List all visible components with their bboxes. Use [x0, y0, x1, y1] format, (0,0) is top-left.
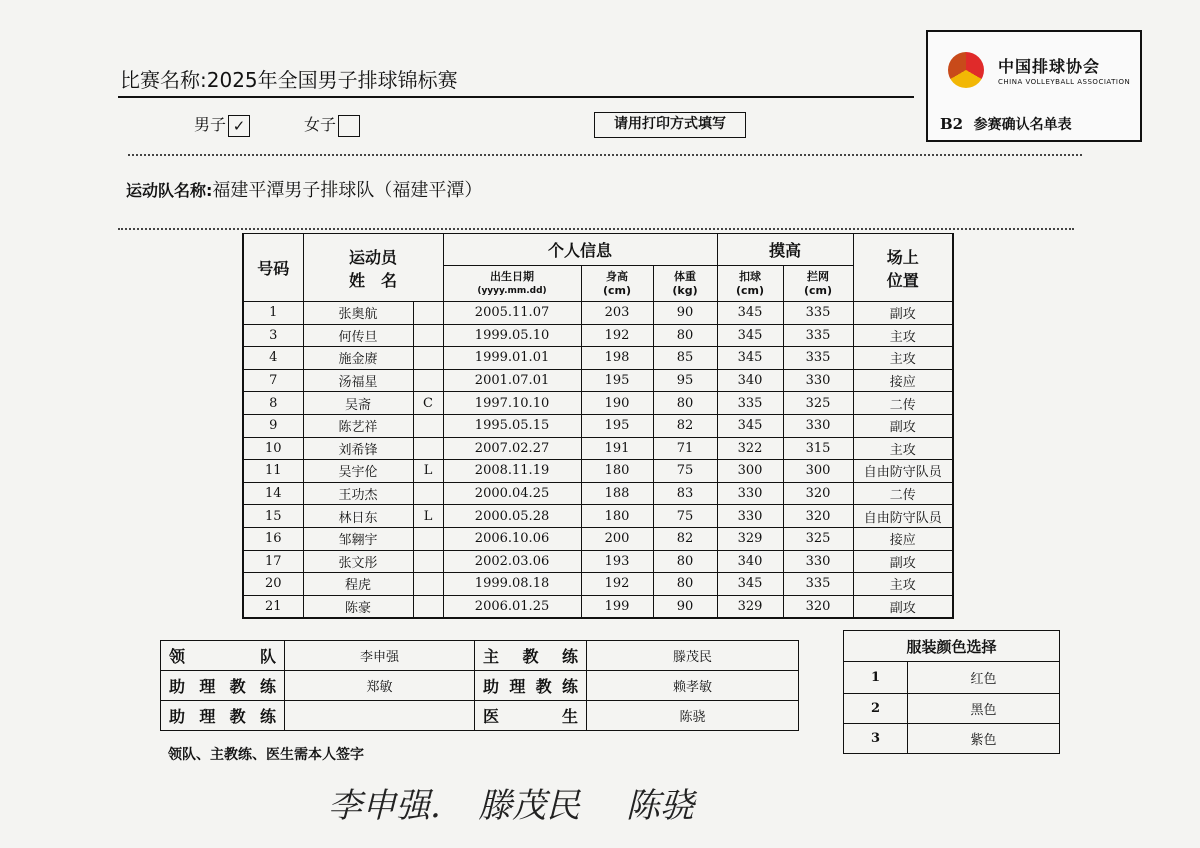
- player-block-reach: 335: [783, 573, 853, 596]
- assistant-coach-label-1: 助 理 教 练: [161, 671, 285, 701]
- event-title: [120, 64, 458, 93]
- header-athlete-l1: 运动员: [349, 247, 398, 267]
- header-block-unit: (cm): [804, 283, 833, 297]
- player-weight: 82: [653, 527, 717, 550]
- player-spike-reach: 322: [717, 437, 783, 460]
- player-weight: 80: [653, 573, 717, 596]
- uniform-option-color: 红色: [908, 662, 1060, 694]
- header-block-label: 拦网: [807, 269, 830, 283]
- header-weight-label: 体重: [674, 269, 697, 283]
- player-weight: 80: [653, 550, 717, 573]
- player-height: 203: [581, 302, 653, 325]
- assistant-coach-label-3: 助 理 教 练: [161, 701, 285, 731]
- player-position: 副攻: [853, 595, 953, 618]
- player-role-mark: [413, 347, 443, 370]
- player-height: 180: [581, 505, 653, 528]
- player-height: 198: [581, 347, 653, 370]
- header-weight-unit: (kg): [672, 283, 698, 297]
- table-row: [243, 437, 953, 460]
- signature-doctor: 陈骁: [626, 786, 694, 826]
- assistant-coach-label-2: 助 理 教 练: [475, 671, 587, 701]
- player-block-reach: 325: [783, 392, 853, 415]
- player-position: 自由防守队员: [853, 460, 953, 483]
- player-height: 192: [581, 573, 653, 596]
- player-spike-reach: 340: [717, 369, 783, 392]
- volleyball-logo-icon: [948, 52, 984, 88]
- player-spike-reach: 300: [717, 460, 783, 483]
- header-number: 号码: [243, 234, 303, 302]
- header-block: [783, 266, 853, 302]
- table-row: [243, 414, 953, 437]
- player-number: 1: [243, 302, 303, 325]
- player-role-mark: [413, 324, 443, 347]
- player-role-mark: [413, 482, 443, 505]
- gender-female: [304, 112, 360, 137]
- player-height: 193: [581, 550, 653, 573]
- player-name: 邹翱宇: [303, 527, 413, 550]
- form-code: B2: [940, 115, 964, 133]
- table-row: [243, 482, 953, 505]
- dotted-divider-bottom: [118, 228, 1074, 230]
- header-weight: [653, 266, 717, 302]
- player-number: 11: [243, 460, 303, 483]
- doctor-label: 医 生: [475, 701, 587, 731]
- player-name: 吴斋: [303, 392, 413, 415]
- player-position: 主攻: [853, 324, 953, 347]
- player-height: 195: [581, 369, 653, 392]
- player-block-reach: 330: [783, 414, 853, 437]
- player-name: 张文彤: [303, 550, 413, 573]
- player-weight: 80: [653, 324, 717, 347]
- player-position: 主攻: [853, 347, 953, 370]
- player-block-reach: 335: [783, 324, 853, 347]
- doctor-value: 陈骁: [587, 701, 799, 731]
- player-role-mark: L: [413, 505, 443, 528]
- roster-body: [243, 302, 953, 619]
- header-height-label: 身高: [606, 269, 629, 283]
- player-weight: 90: [653, 595, 717, 618]
- player-position: 副攻: [853, 414, 953, 437]
- header-dob-label: 出生日期: [490, 269, 535, 283]
- dotted-divider-top: [128, 154, 1082, 156]
- uniform-option-number: 1: [844, 662, 908, 694]
- player-role-mark: [413, 437, 443, 460]
- player-spike-reach: 330: [717, 482, 783, 505]
- assistant-coach-value-2: 赖孝敏: [587, 671, 799, 701]
- player-name: 林日东: [303, 505, 413, 528]
- male-checkbox[interactable]: ✓: [228, 115, 250, 137]
- player-name: 陈艺祥: [303, 414, 413, 437]
- player-dob: 2000.04.25: [443, 482, 581, 505]
- player-role-mark: [413, 302, 443, 325]
- team-name: [126, 176, 482, 202]
- header-position: [853, 234, 953, 302]
- head-coach-label: 主 教 练: [475, 641, 587, 671]
- player-dob: 2001.07.01: [443, 369, 581, 392]
- player-weight: 82: [653, 414, 717, 437]
- player-weight: 80: [653, 392, 717, 415]
- form-title: [940, 114, 1072, 134]
- player-block-reach: 300: [783, 460, 853, 483]
- player-role-mark: [413, 414, 443, 437]
- player-spike-reach: 329: [717, 595, 783, 618]
- player-role-mark: L: [413, 460, 443, 483]
- player-height: 199: [581, 595, 653, 618]
- form-name: 参赛确认名单表: [973, 117, 1072, 133]
- player-weight: 95: [653, 369, 717, 392]
- table-row: [243, 595, 953, 618]
- player-dob: 2007.02.27: [443, 437, 581, 460]
- player-weight: 71: [653, 437, 717, 460]
- header-position-l1: 场上: [886, 247, 919, 267]
- player-height: 191: [581, 437, 653, 460]
- player-number: 9: [243, 414, 303, 437]
- gender-male: [194, 112, 250, 137]
- player-block-reach: 330: [783, 550, 853, 573]
- player-position: 副攻: [853, 302, 953, 325]
- print-instruction: 请用打印方式填写: [594, 112, 746, 138]
- uniform-option-color: 黑色: [908, 694, 1060, 724]
- player-role-mark: [413, 369, 443, 392]
- player-number: 3: [243, 324, 303, 347]
- header-height: [581, 266, 653, 302]
- player-number: 10: [243, 437, 303, 460]
- staff-table: [160, 640, 799, 731]
- player-spike-reach: 329: [717, 527, 783, 550]
- player-position: 接应: [853, 527, 953, 550]
- signature-leader: 李申强.: [328, 786, 441, 826]
- leader-label: 领 队: [161, 641, 285, 671]
- table-row: [243, 347, 953, 370]
- header-spike: [717, 266, 783, 302]
- player-number: 8: [243, 392, 303, 415]
- player-weight: 90: [653, 302, 717, 325]
- header-athlete-l2: 姓 名: [349, 270, 398, 290]
- player-weight: 75: [653, 505, 717, 528]
- player-weight: 75: [653, 460, 717, 483]
- player-name: 张奥航: [303, 302, 413, 325]
- table-row: [243, 369, 953, 392]
- player-block-reach: 330: [783, 369, 853, 392]
- player-role-mark: [413, 595, 443, 618]
- player-block-reach: 335: [783, 347, 853, 370]
- player-weight: 85: [653, 347, 717, 370]
- player-dob: 2006.01.25: [443, 595, 581, 618]
- header-athlete: [303, 234, 443, 302]
- uniform-option-number: 2: [844, 694, 908, 724]
- player-block-reach: 320: [783, 505, 853, 528]
- table-row: [243, 324, 953, 347]
- player-spike-reach: 345: [717, 347, 783, 370]
- assistant-coach-value-3: [285, 701, 475, 731]
- player-height: 195: [581, 414, 653, 437]
- signature-head-coach: 滕茂民: [478, 786, 580, 826]
- table-row: [243, 505, 953, 528]
- player-spike-reach: 345: [717, 302, 783, 325]
- player-dob: 1999.05.10: [443, 324, 581, 347]
- table-row: [243, 302, 953, 325]
- player-name: 何传旦: [303, 324, 413, 347]
- head-coach-value: 滕茂民: [587, 641, 799, 671]
- uniform-option-number: 3: [844, 724, 908, 754]
- player-block-reach: 325: [783, 527, 853, 550]
- player-dob: 2005.11.07: [443, 302, 581, 325]
- header-spike-unit: (cm): [735, 283, 765, 297]
- player-role-mark: [413, 527, 443, 550]
- header-reach: 摸高: [717, 234, 853, 266]
- player-height: 180: [581, 460, 653, 483]
- player-role-mark: [413, 573, 443, 596]
- player-spike-reach: 340: [717, 550, 783, 573]
- event-name: 2025年全国男子排球锦标赛: [206, 68, 458, 92]
- player-block-reach: 335: [783, 302, 853, 325]
- header-height-unit: (cm): [602, 283, 632, 297]
- uniform-color-table: [843, 630, 1060, 754]
- title-underline: [118, 96, 914, 98]
- player-dob: 2002.03.06: [443, 550, 581, 573]
- table-row: [243, 460, 953, 483]
- header-dob-format: (yyyy.mm.dd): [477, 285, 547, 296]
- player-number: 20: [243, 573, 303, 596]
- player-position: 二传: [853, 392, 953, 415]
- player-position: 主攻: [853, 437, 953, 460]
- association-name-cn: 中国排球协会: [998, 57, 1101, 76]
- player-number: 4: [243, 347, 303, 370]
- player-name: 吴宇伦: [303, 460, 413, 483]
- assistant-coach-value-1: 郑敏: [285, 671, 475, 701]
- player-name: 刘希锋: [303, 437, 413, 460]
- player-number: 17: [243, 550, 303, 573]
- header-dob: [443, 266, 581, 302]
- player-position: 接应: [853, 369, 953, 392]
- player-height: 192: [581, 324, 653, 347]
- player-position: 主攻: [853, 573, 953, 596]
- association-name-en: CHINA VOLLEYBALL ASSOCIATION: [998, 78, 1131, 86]
- player-number: 7: [243, 369, 303, 392]
- player-dob: 2006.10.06: [443, 527, 581, 550]
- leader-value: 李申强: [285, 641, 475, 671]
- table-row: [243, 573, 953, 596]
- player-position: 副攻: [853, 550, 953, 573]
- player-block-reach: 320: [783, 482, 853, 505]
- team-value: 福建平潭男子排球队（福建平潭）: [212, 180, 483, 201]
- table-row: [243, 527, 953, 550]
- player-height: 200: [581, 527, 653, 550]
- header-personal-info: 个人信息: [443, 234, 717, 266]
- player-number: 15: [243, 505, 303, 528]
- player-dob: 1999.01.01: [443, 347, 581, 370]
- player-number: 14: [243, 482, 303, 505]
- female-label: 女子: [304, 115, 337, 134]
- player-number: 16: [243, 527, 303, 550]
- team-label: 运动队名称:: [126, 181, 213, 200]
- uniform-title: 服装颜色选择: [844, 631, 1060, 662]
- player-spike-reach: 335: [717, 392, 783, 415]
- player-dob: 2000.05.28: [443, 505, 581, 528]
- player-name: 王功杰: [303, 482, 413, 505]
- uniform-option-color: 紫色: [908, 724, 1060, 754]
- player-weight: 83: [653, 482, 717, 505]
- player-name: 程虎: [303, 573, 413, 596]
- player-name: 汤福星: [303, 369, 413, 392]
- player-position: 二传: [853, 482, 953, 505]
- player-name: 陈豪: [303, 595, 413, 618]
- player-dob: 1997.10.10: [443, 392, 581, 415]
- male-label: 男子: [194, 115, 227, 134]
- event-label: 比赛名称:: [120, 68, 207, 92]
- player-spike-reach: 330: [717, 505, 783, 528]
- player-role-mark: C: [413, 392, 443, 415]
- player-height: 188: [581, 482, 653, 505]
- roster-table: [242, 233, 954, 619]
- association-logo-box: [926, 30, 1142, 142]
- player-position: 自由防守队员: [853, 505, 953, 528]
- player-spike-reach: 345: [717, 414, 783, 437]
- table-row: [243, 392, 953, 415]
- player-name: 施金赓: [303, 347, 413, 370]
- female-checkbox[interactable]: [338, 115, 360, 137]
- player-spike-reach: 345: [717, 324, 783, 347]
- player-dob: 1999.08.18: [443, 573, 581, 596]
- player-dob: 2008.11.19: [443, 460, 581, 483]
- player-number: 21: [243, 595, 303, 618]
- header-spike-label: 扣球: [739, 269, 762, 283]
- player-spike-reach: 345: [717, 573, 783, 596]
- player-block-reach: 315: [783, 437, 853, 460]
- player-role-mark: [413, 550, 443, 573]
- table-row: [243, 550, 953, 573]
- player-dob: 1995.05.15: [443, 414, 581, 437]
- player-block-reach: 320: [783, 595, 853, 618]
- player-height: 190: [581, 392, 653, 415]
- header-position-l2: 位置: [886, 270, 919, 290]
- signature-note: 领队、主教练、医生需本人签字: [168, 747, 364, 763]
